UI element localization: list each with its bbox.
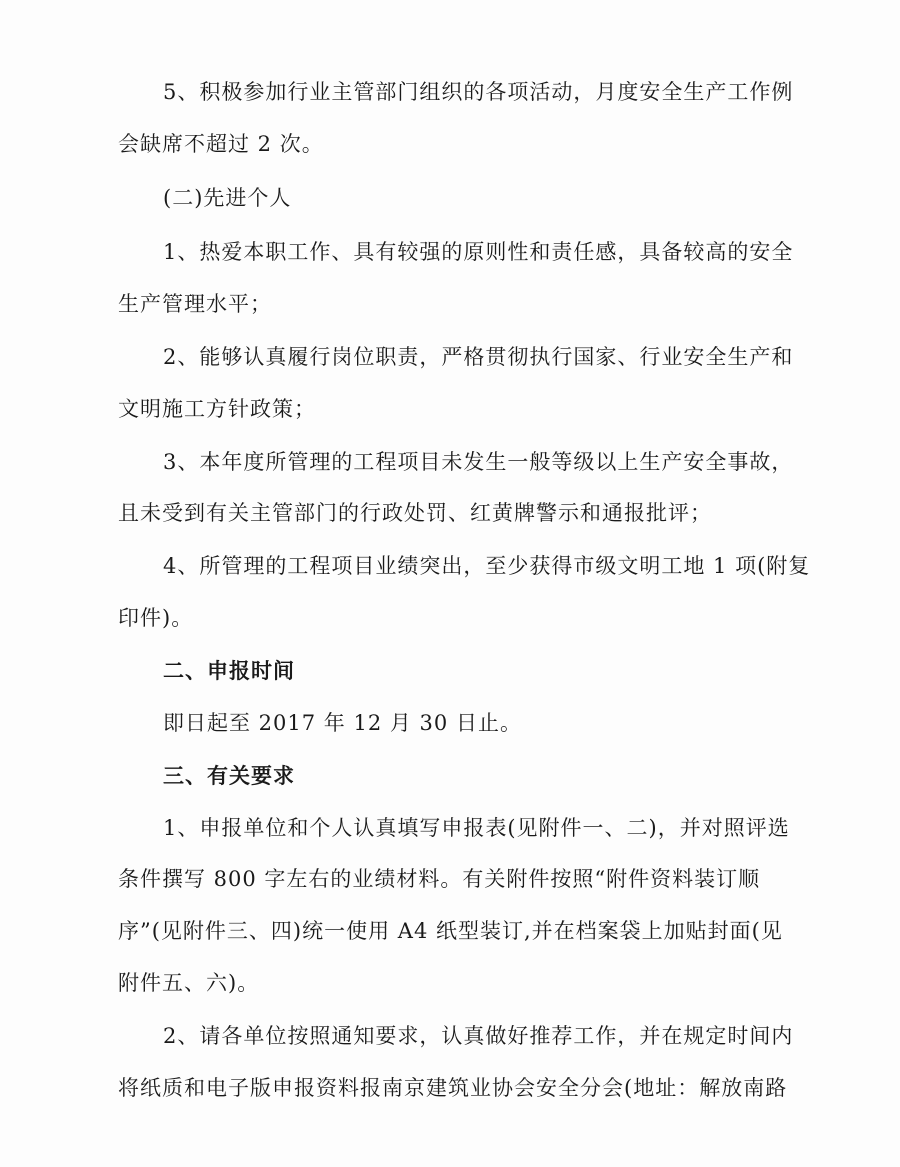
paragraph-line: 即日起至 2017 年 12 月 30 日止。: [163, 711, 522, 735]
paragraph-line: 5、积极参加行业主管部门组织的各项活动，月度安全生产工作例: [163, 80, 794, 104]
paragraph-line: 会缺席不超过 2 次。: [118, 132, 324, 156]
section-heading: 二、申报时间: [163, 659, 295, 683]
paragraph-line: 2、请各单位按照通知要求，认真做好推荐工作，并在规定时间内: [163, 1024, 794, 1048]
paragraph-line: 条件撰写 800 字左右的业绩材料。有关附件按照“附件资料装订顺: [118, 867, 761, 891]
section-subheading: (二)先进个人: [163, 186, 292, 210]
paragraph-line: 附件五、六)。: [118, 971, 260, 995]
paragraph-line: 3、本年度所管理的工程项目未发生一般等级以上生产安全事故，: [163, 450, 794, 474]
paragraph-line: 1、热爱本职工作、具有较强的原则性和责任感，具备较高的安全: [163, 240, 794, 264]
paragraph-line: 生产管理水平；: [118, 292, 272, 316]
section-heading: 三、有关要求: [163, 764, 295, 788]
paragraph-line: 且未受到有关主管部门的行政处罚、红黄牌警示和通报批评；: [118, 501, 712, 525]
paragraph-line: 2、能够认真履行岗位职责，严格贯彻执行国家、行业安全生产和: [163, 345, 794, 369]
paragraph-line: 4、所管理的工程项目业绩突出，至少获得市级文明工地 1 项(附复: [163, 554, 811, 578]
paragraph-line: 文明施工方针政策；: [118, 397, 316, 421]
paragraph-line: 序”(见附件三、四)统一使用 A4 纸型装订,并在档案袋上加贴封面(见: [118, 919, 783, 943]
paragraph-line: 1、申报单位和个人认真填写申报表(见附件一、二)，并对照评选: [163, 816, 790, 840]
paragraph-line: 将纸质和电子版申报资料报南京建筑业协会安全分会(地址：解放南路: [118, 1076, 788, 1100]
paragraph-line: 印件)。: [118, 606, 194, 630]
